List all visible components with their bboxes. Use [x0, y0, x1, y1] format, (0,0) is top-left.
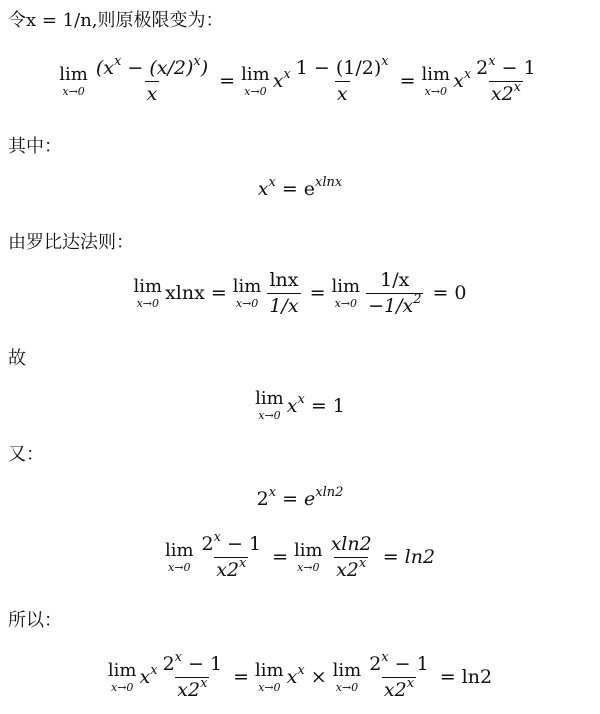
also-text: 又： — [8, 444, 44, 465]
equation-7: lim x→0 $x^x$ $\frac{2^x - 1}{x2^x}$ = lim x→0 $x^x$ × lim x→0 $\frac{2^x - 1}{x2^x}$ = ln2 — [107, 650, 493, 701]
lhopital-text: 由罗比达法则： — [8, 232, 134, 253]
fraction: $\frac{1/x}{-1/x^2}$ — [368, 269, 422, 317]
limit-operator: lim x→0 — [331, 275, 361, 310]
so-text: 所以： — [8, 610, 62, 631]
fraction: $\frac{2^x - 1}{x2^x}$ — [201, 530, 262, 581]
fraction: $\frac{xln2}{x2^x}$ — [330, 533, 372, 581]
limit-operator: lim x→0 — [294, 539, 323, 574]
fraction: $\frac{(x^x - (x/2)^x)}{x}$ — [95, 54, 209, 105]
therefore-text: 故 — [8, 348, 26, 369]
among-text: 其中： — [8, 136, 62, 157]
equation-1: lim x→0 $\frac{(x^x - (x/2)^x)}{x}$ = lim x→0 $x^x$ $\frac{1 - (1/2)^x}{x}$ = lim x→0 $x^x$ $\frac{2^x - 1}{x2^x}$ — [59, 54, 536, 105]
fraction: $\frac{\ln x}{1/x}$ — [269, 269, 299, 317]
limit-operator: lim x→0 — [241, 63, 270, 98]
intro-text: 令x = 1/n,则原极限变为： — [8, 10, 224, 31]
fraction: $\frac{2^x - 1}{x2^x}$ — [369, 650, 429, 701]
limit-operator: lim x→0 — [59, 63, 88, 98]
equation-2: $x^x$ = $e^{xlnx}$ — [257, 175, 343, 200]
fraction: $\frac{1 - (1/2)^x}{x}$ — [295, 54, 389, 105]
equation-3: lim x→0 xlnx = lim x→0 $\frac{\ln x}{1/x}$ = lim x→0 $\frac{1/x}{-1/x^2}$ = 0 — [133, 269, 467, 317]
limit-operator: lim x→0 — [107, 659, 137, 694]
fraction: $\frac{2^x - 1}{x2^x}$ — [476, 54, 536, 105]
limit-operator: lim x→0 — [164, 539, 194, 574]
fraction: $\frac{2^x - 1}{x2^x}$ — [162, 650, 223, 701]
limit-operator: lim x→0 — [232, 275, 262, 310]
limit-operator: lim x→0 — [255, 659, 284, 694]
limit-operator: lim x→0 — [332, 659, 362, 694]
equation-6: lim x→0 $\frac{2^x - 1}{x2^x}$ = lim x→0 $\frac{xln2}{x2^x}$ = ln2 — [164, 530, 436, 581]
equation-4: lim x→0 $x^x$ = 1 — [255, 388, 345, 422]
limit-operator: lim x→0 — [133, 275, 163, 310]
equation-5: 2$^x$ = $e^{xln2}$ — [256, 485, 344, 510]
limit-operator: lim x→0 — [421, 63, 451, 98]
limit-operator: lim x→0 — [255, 388, 284, 422]
